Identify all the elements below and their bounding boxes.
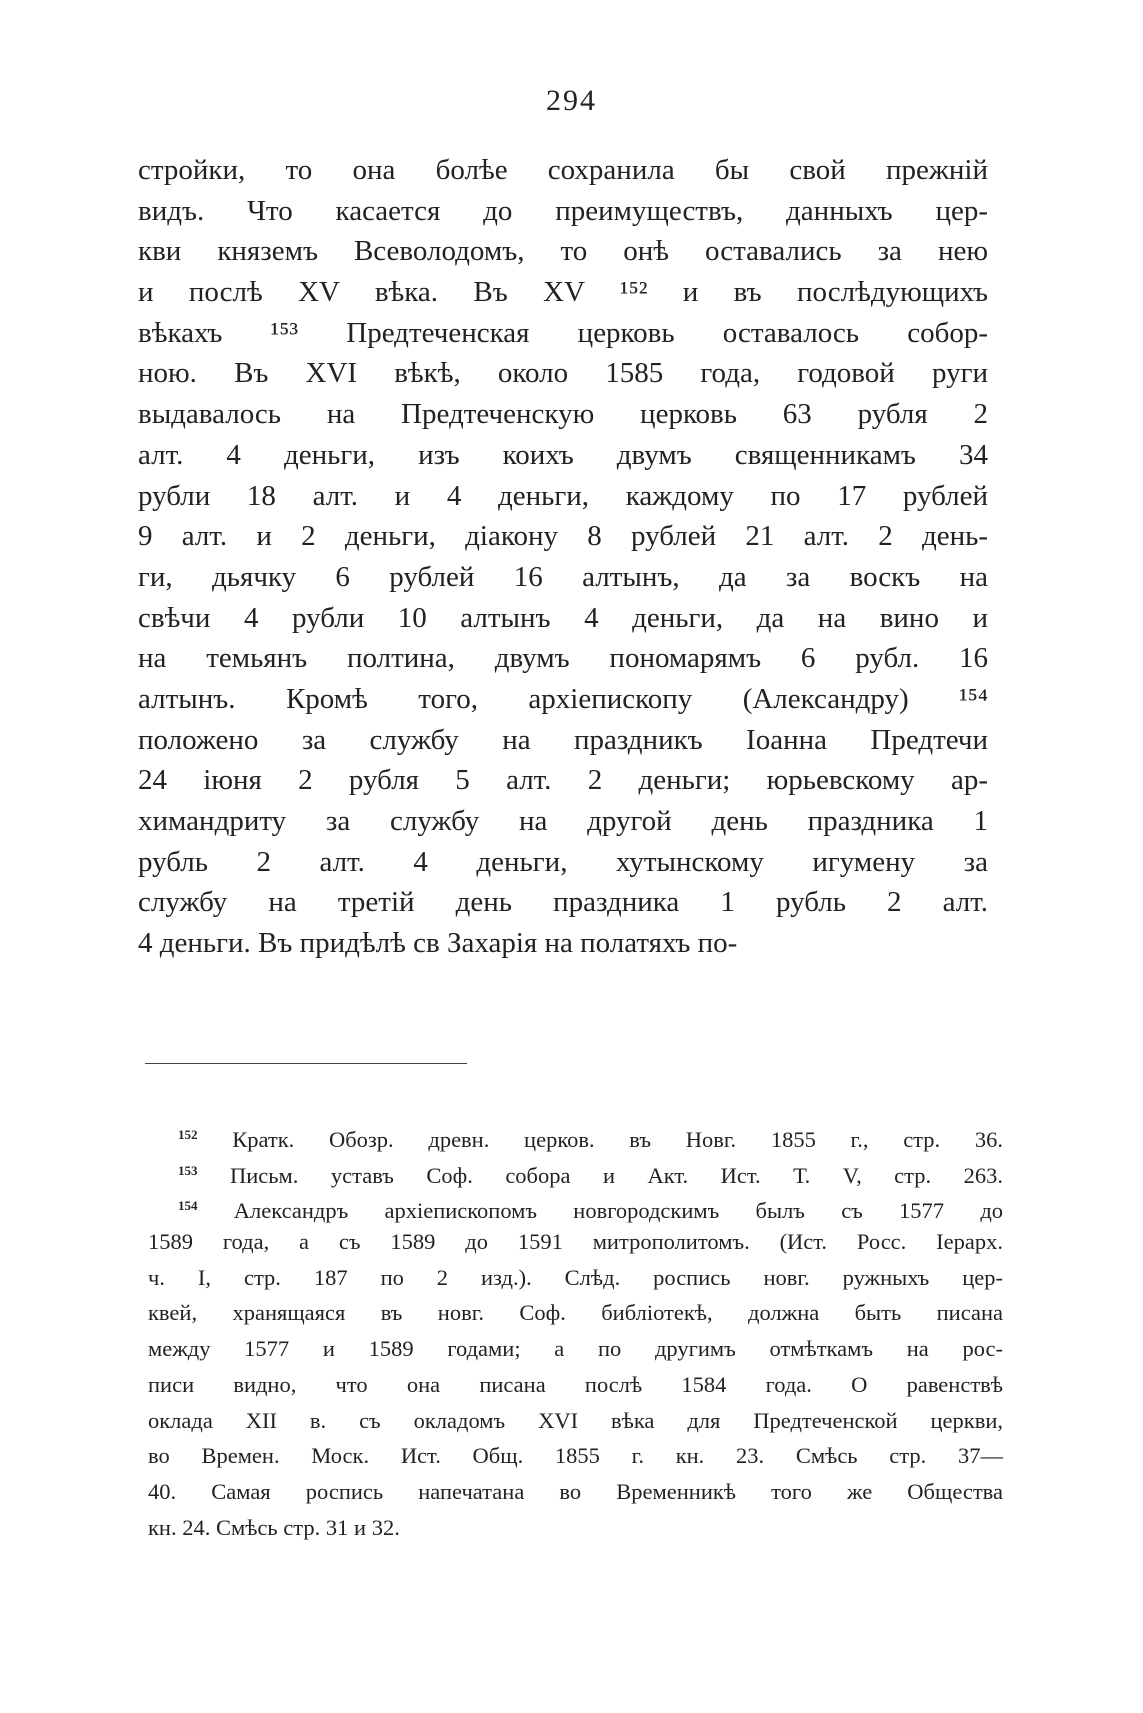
footnote-154 <box>148 1188 1003 1224</box>
footnote-marker: 154 <box>178 1198 198 1214</box>
text-line: рубли 18 алт. и 4 деньги, каждому по 17 рублей <box>138 479 988 512</box>
footnote-line: писи видно, что она писана послѣ 1584 года. О равенствѣ <box>148 1371 1003 1397</box>
footnote-marker: 153 <box>178 1162 198 1178</box>
footnote-text: Александръ архіепископомъ новгородскимъ былъ съ 1577 до <box>233 1198 1004 1224</box>
footnote-line: 40. Самая роспись напечатана во Временникѣ того же Общества <box>148 1478 1003 1504</box>
footnote-line: оклада XII в. съ окладомъ XVI вѣка для Предтеченской церкви, <box>148 1407 1003 1433</box>
text-line: 4 деньги. Въ придѣлѣ св Захарія на полатяхъ по- <box>138 927 738 960</box>
text-line: 24 іюня 2 рубля 5 алт. 2 деньги; юрьевскому ар- <box>138 764 988 797</box>
footnotes <box>148 1117 1003 1545</box>
main-text <box>138 150 988 964</box>
footnote-line: квей, хранящаяся въ новг. Соф. библіотекѣ, должна быть писана <box>148 1300 1003 1326</box>
text-line: алт. 4 деньги, изъ коихъ двумъ священникамъ 34 <box>138 438 988 471</box>
text-line: кви княземъ Всеволодомъ, то онѣ оставались за нею <box>138 235 988 268</box>
text-line: ною. Въ XVI вѣкѣ, около 1585 года, годовой руги <box>138 357 988 390</box>
text-line: вѣкахъ ¹⁵³ Предтеченская церковь оставалось собор- <box>138 316 988 349</box>
footnote-text: Письм. уставъ Соф. собора и Акт. Ист. Т. V, стр. 263. <box>229 1162 1004 1188</box>
footnote-line: 1589 года, а съ 1589 до 1591 митрополитомъ. (Ист. Росс. Іерарх. <box>148 1229 1003 1255</box>
footnote-separator <box>145 1063 467 1064</box>
text-line: службу на третій день праздника 1 рубль 2 алт. <box>138 886 988 919</box>
footnote-text: Кратк. Обозр. древн. церков. въ Новг. 1855 г., стр. 36. <box>232 1127 1003 1152</box>
text-line: положено за службу на праздникъ Іоанна Предтечи <box>138 723 988 756</box>
text-line: стройки, то она болѣе сохранила бы свой прежній <box>138 154 988 186</box>
text-line: рубль 2 алт. 4 деньги, хутынскому игумену за <box>138 845 988 878</box>
footnote-153 <box>148 1153 1003 1189</box>
page-number: 294 <box>546 84 597 117</box>
text-line: алтынъ. Кромѣ того, архіепископу (Александру) ¹⁵⁴ <box>138 682 988 715</box>
text-line: 9 алт. и 2 деньги, діакону 8 рублей 21 алт. 2 день- <box>138 520 988 553</box>
text-line: и послѣ XV вѣка. Въ XV ¹⁵² и въ послѣдующихъ <box>138 276 988 309</box>
text-line: ги, дьячку 6 рублей 16 алтынъ, да за воскъ на <box>138 560 988 593</box>
text-line: свѣчи 4 рубли 10 алтынъ 4 деньги, да на вино и <box>138 601 988 634</box>
footnote-line: кн. 24. Смѣсь стр. 31 и 32. <box>148 1514 400 1540</box>
text-line: выдавалось на Предтеченскую церковь 63 рубля 2 <box>138 398 988 431</box>
text-line: химандриту за службу на другой день праздника 1 <box>138 805 988 837</box>
footnote-marker: 152 <box>178 1127 198 1142</box>
footnote-line: во Времен. Моск. Ист. Общ. 1855 г. кн. 23. Смѣсь стр. 37— <box>148 1443 1003 1469</box>
footnote-152 <box>148 1117 1003 1153</box>
text-line: на темьянъ полтина, двумъ пономарямъ 6 рубл. 16 <box>138 642 988 675</box>
footnote-line: между 1577 и 1589 годами; а по другимъ отмѣткамъ на рос- <box>148 1336 1003 1362</box>
footnote-line: ч. I, стр. 187 по 2 изд.). Слѣд. роспись новг. ружныхъ цер- <box>148 1264 1003 1290</box>
text-line: видъ. Что касается до преимуществъ, данныхъ цер- <box>138 194 988 227</box>
